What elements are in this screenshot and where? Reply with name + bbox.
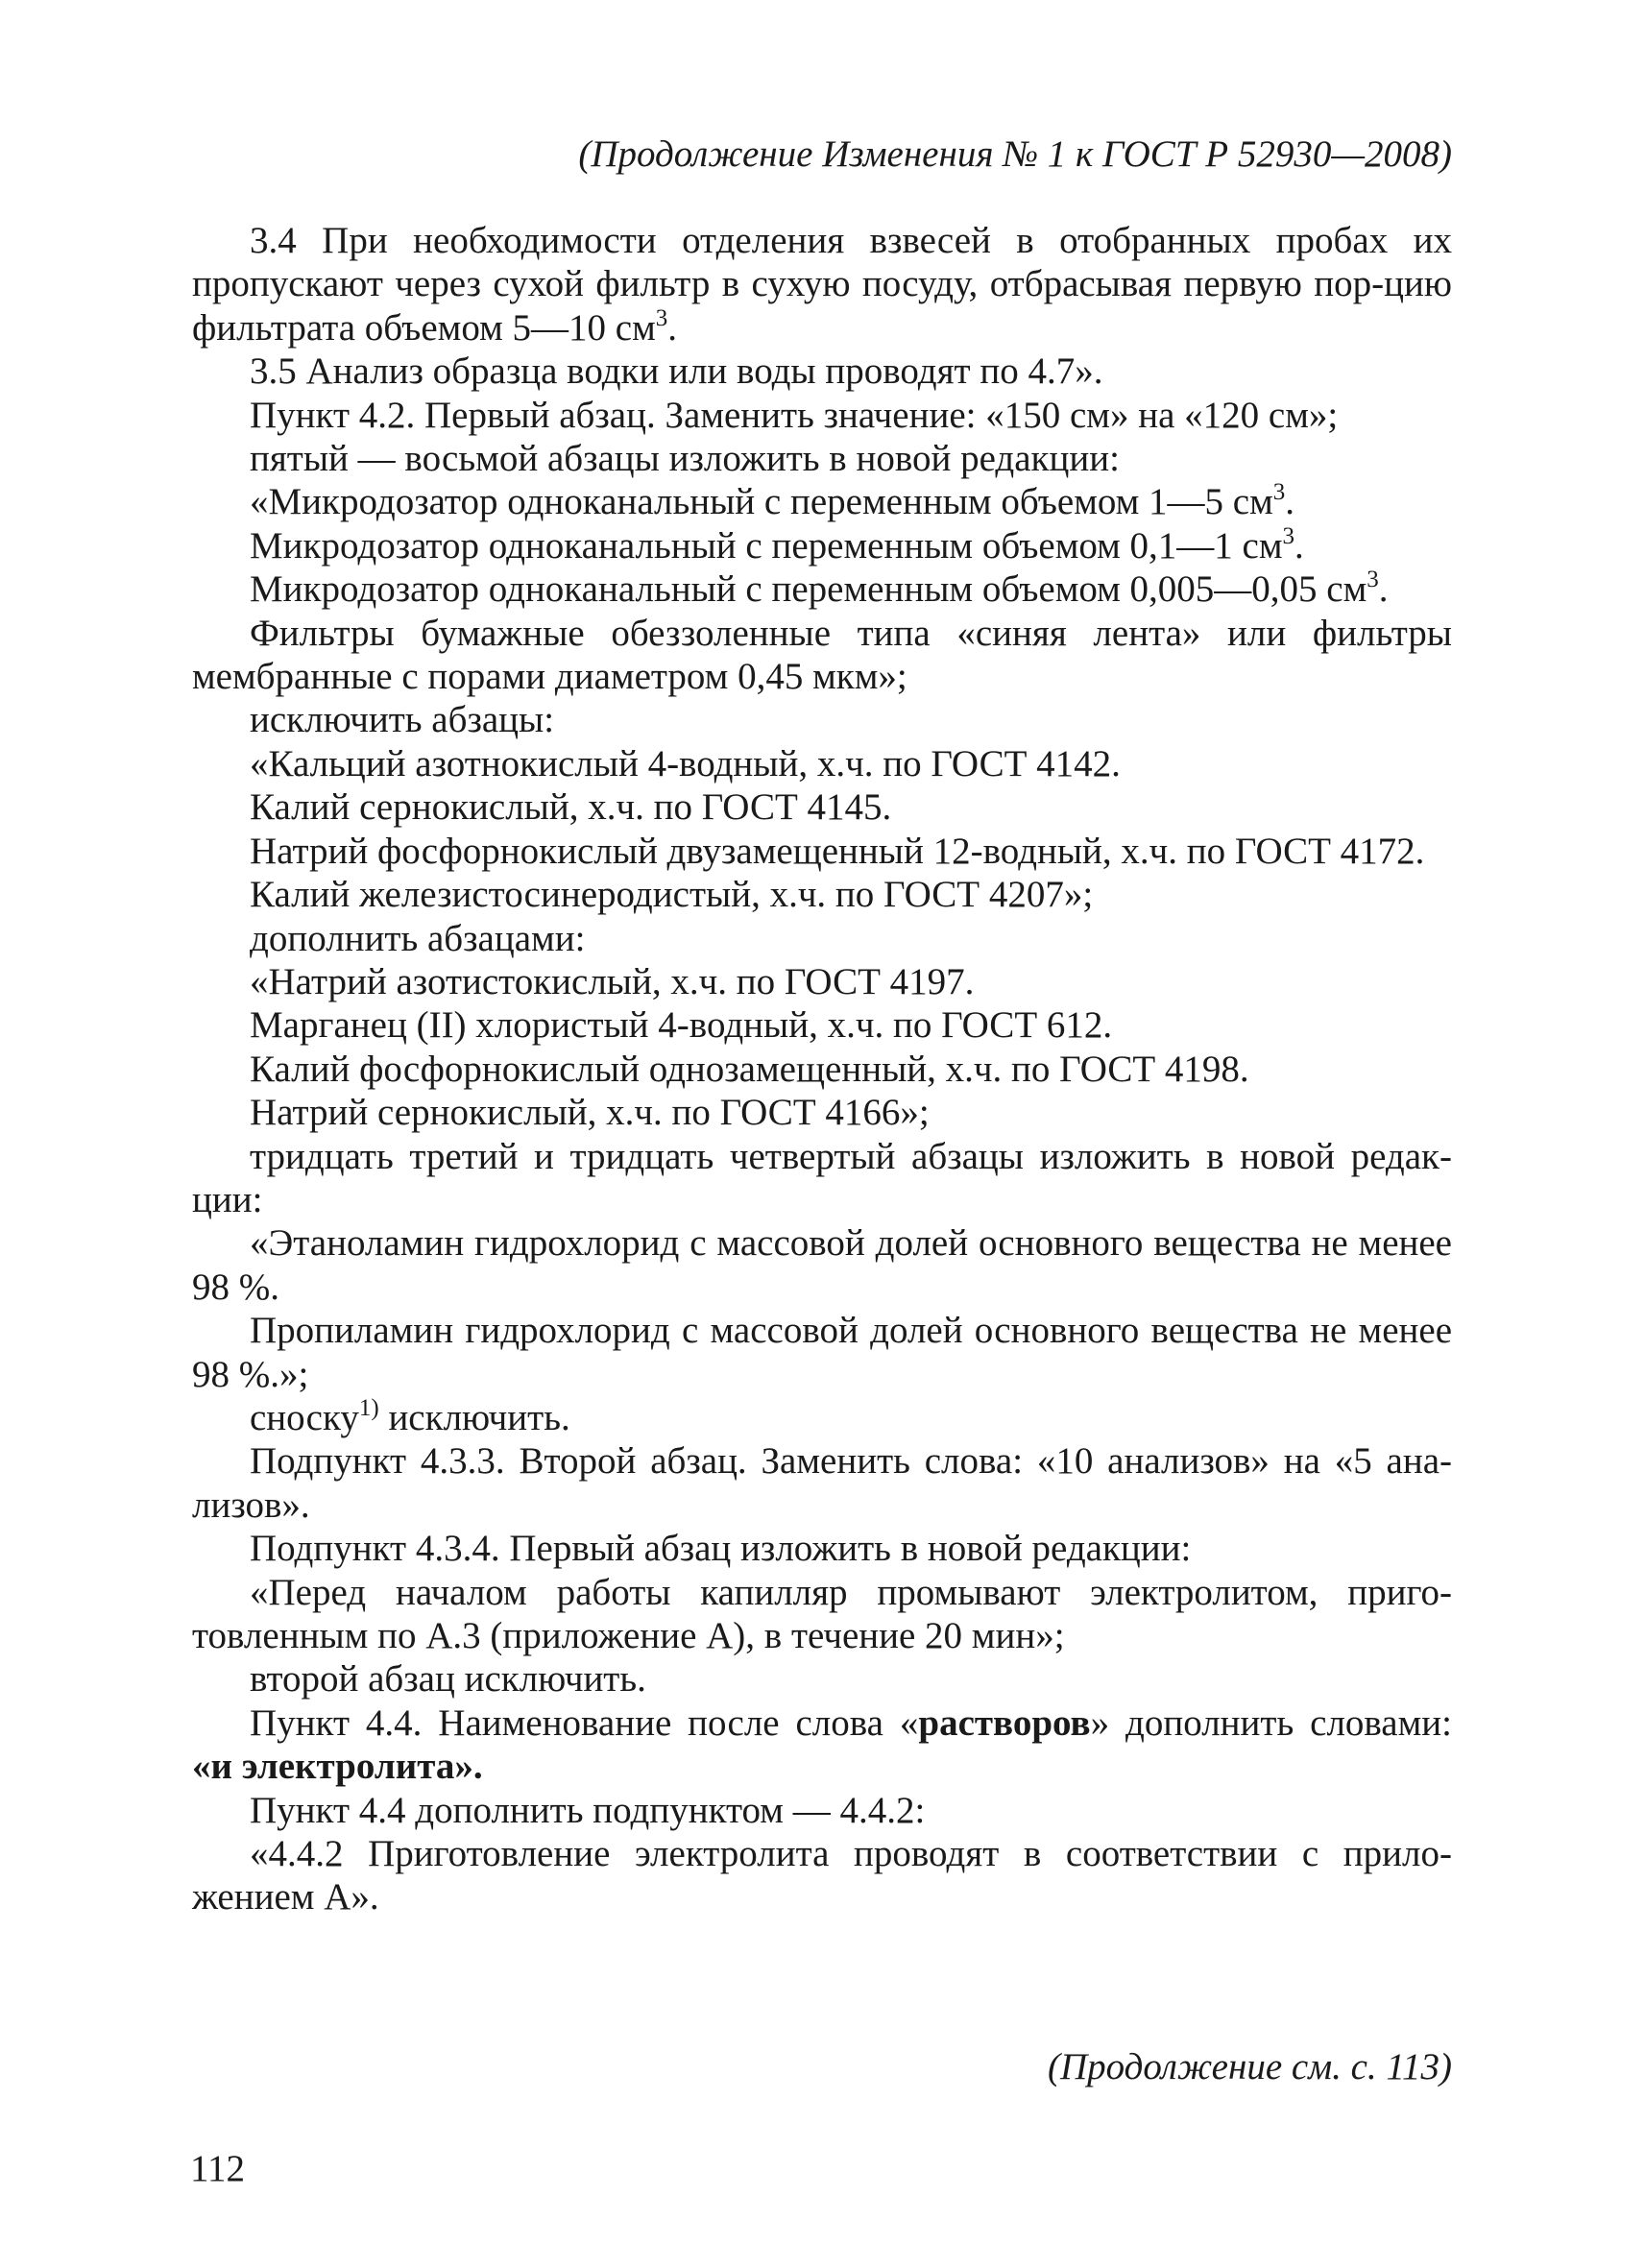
paragraph: исключить абзацы: xyxy=(250,699,555,741)
paragraph-4-3-4: Подпункт 4.3.4. Первый абзац изложить в новой редакции: xyxy=(250,1528,1192,1570)
continuation-note: (Продолжение см. с. 113) xyxy=(1048,2046,1452,2087)
paragraph: Марганец (II) хлористый 4-водный, х.ч. по ГОСТ 612. xyxy=(250,1004,1113,1047)
paragraph: тридцать третий и тридцать четвертый абзацы изложить в новой редак-ции: xyxy=(192,1135,1452,1220)
paragraph: Натрий сернокислый, х.ч. по ГОСТ 4166»; xyxy=(250,1092,930,1134)
document-body xyxy=(192,219,1452,1919)
paragraph: Микродозатор одноканальный с переменным объемом 0,1—1 $см^3$. xyxy=(250,522,1304,567)
paragraph: Микродозатор одноканальный с переменным объемом 0,005—0,05 $см^3$. xyxy=(250,567,1389,611)
running-header: (Продолжение Изменения № 1 к ГОСТ Р 52930—2008) xyxy=(578,133,1452,175)
paragraph: пятый — восьмой абзацы изложить в новой редакции: xyxy=(250,438,1120,480)
paragraph-4-4-2: «4.4.2 Приготовление электролита проводят в соответствии с прило-жением А». xyxy=(192,1833,1452,1918)
bold-term: растворов xyxy=(918,1701,1091,1744)
paragraph: «Перед началом работы капилляр промывают электролитом, приго-товленным по А.3 (приложение А), в течение 20 мин»; xyxy=(192,1571,1452,1656)
paragraph: Калий железистосинеродистый, х.ч. по ГОСТ 4207»; xyxy=(250,874,1094,916)
paragraph: Пропиламин гидрохлорид с массовой долей основного вещества не менее 98 %.»; xyxy=(192,1310,1452,1395)
paragraph: сноску$^{1)}$ исключить. xyxy=(250,1394,570,1438)
paragraph: Калий фосфорнокислый однозамещенный, х.ч. по ГОСТ 4198. xyxy=(250,1048,1249,1090)
page-number: 112 xyxy=(190,2148,246,2189)
paragraph-4-4: Пункт 4.4. Наименование после слова «растворов» дополнить словами: «и электролита». xyxy=(192,1701,1453,1788)
paragraph-4-3-3: Подпункт 4.3.3. Второй абзац. Заменить слова: «10 анализов» на «5 ана-лизов». xyxy=(192,1440,1452,1526)
bold-term: «и электролита». xyxy=(192,1746,483,1788)
paragraph-3-4: 3.4 При необходимости отделения взвесей в отобранных пробах их пропускают через сухой фильтр в сухую посуду, отбрасывая первую пор-цию фильтрата объемом 5—10 $см^3$. xyxy=(192,220,1452,349)
paragraph: Фильтры бумажные обеззоленные типа «синяя лента» или фильтры мембранные с порами диаметром 0,45 мкм»; xyxy=(192,612,1452,698)
paragraph: Натрий фосфорнокислый двузамещенный 12-водный, х.ч. по ГОСТ 4172. xyxy=(250,830,1425,872)
paragraph: второй абзац исключить. xyxy=(250,1658,646,1701)
paragraph: дополнить абзацами: xyxy=(250,917,586,959)
paragraph: «Натрий азотистокислый, х.ч. по ГОСТ 4197. xyxy=(250,960,975,1002)
paragraph: «Этаноламин гидрохлорид с массовой долей основного вещества не менее 98 %. xyxy=(192,1222,1452,1308)
paragraph-3-5: 3.5 Анализ образца водки или воды проводят по 4.7». xyxy=(250,350,1103,393)
paragraph: Калий сернокислый, х.ч. по ГОСТ 4145. xyxy=(250,786,892,829)
paragraph: «Кальций азотнокислый 4-водный, х.ч. по ГОСТ 4142. xyxy=(250,742,1121,784)
paragraph-4-2: Пункт 4.2. Первый абзац. Заменить значение: «150 см» на «120 см»; xyxy=(250,394,1339,436)
paragraph: Пункт 4.4 дополнить подпунктом — 4.4.2: xyxy=(250,1789,926,1831)
paragraph: «Микродозатор одноканальный с переменным объемом 1—5 $см^3$. xyxy=(250,479,1295,523)
